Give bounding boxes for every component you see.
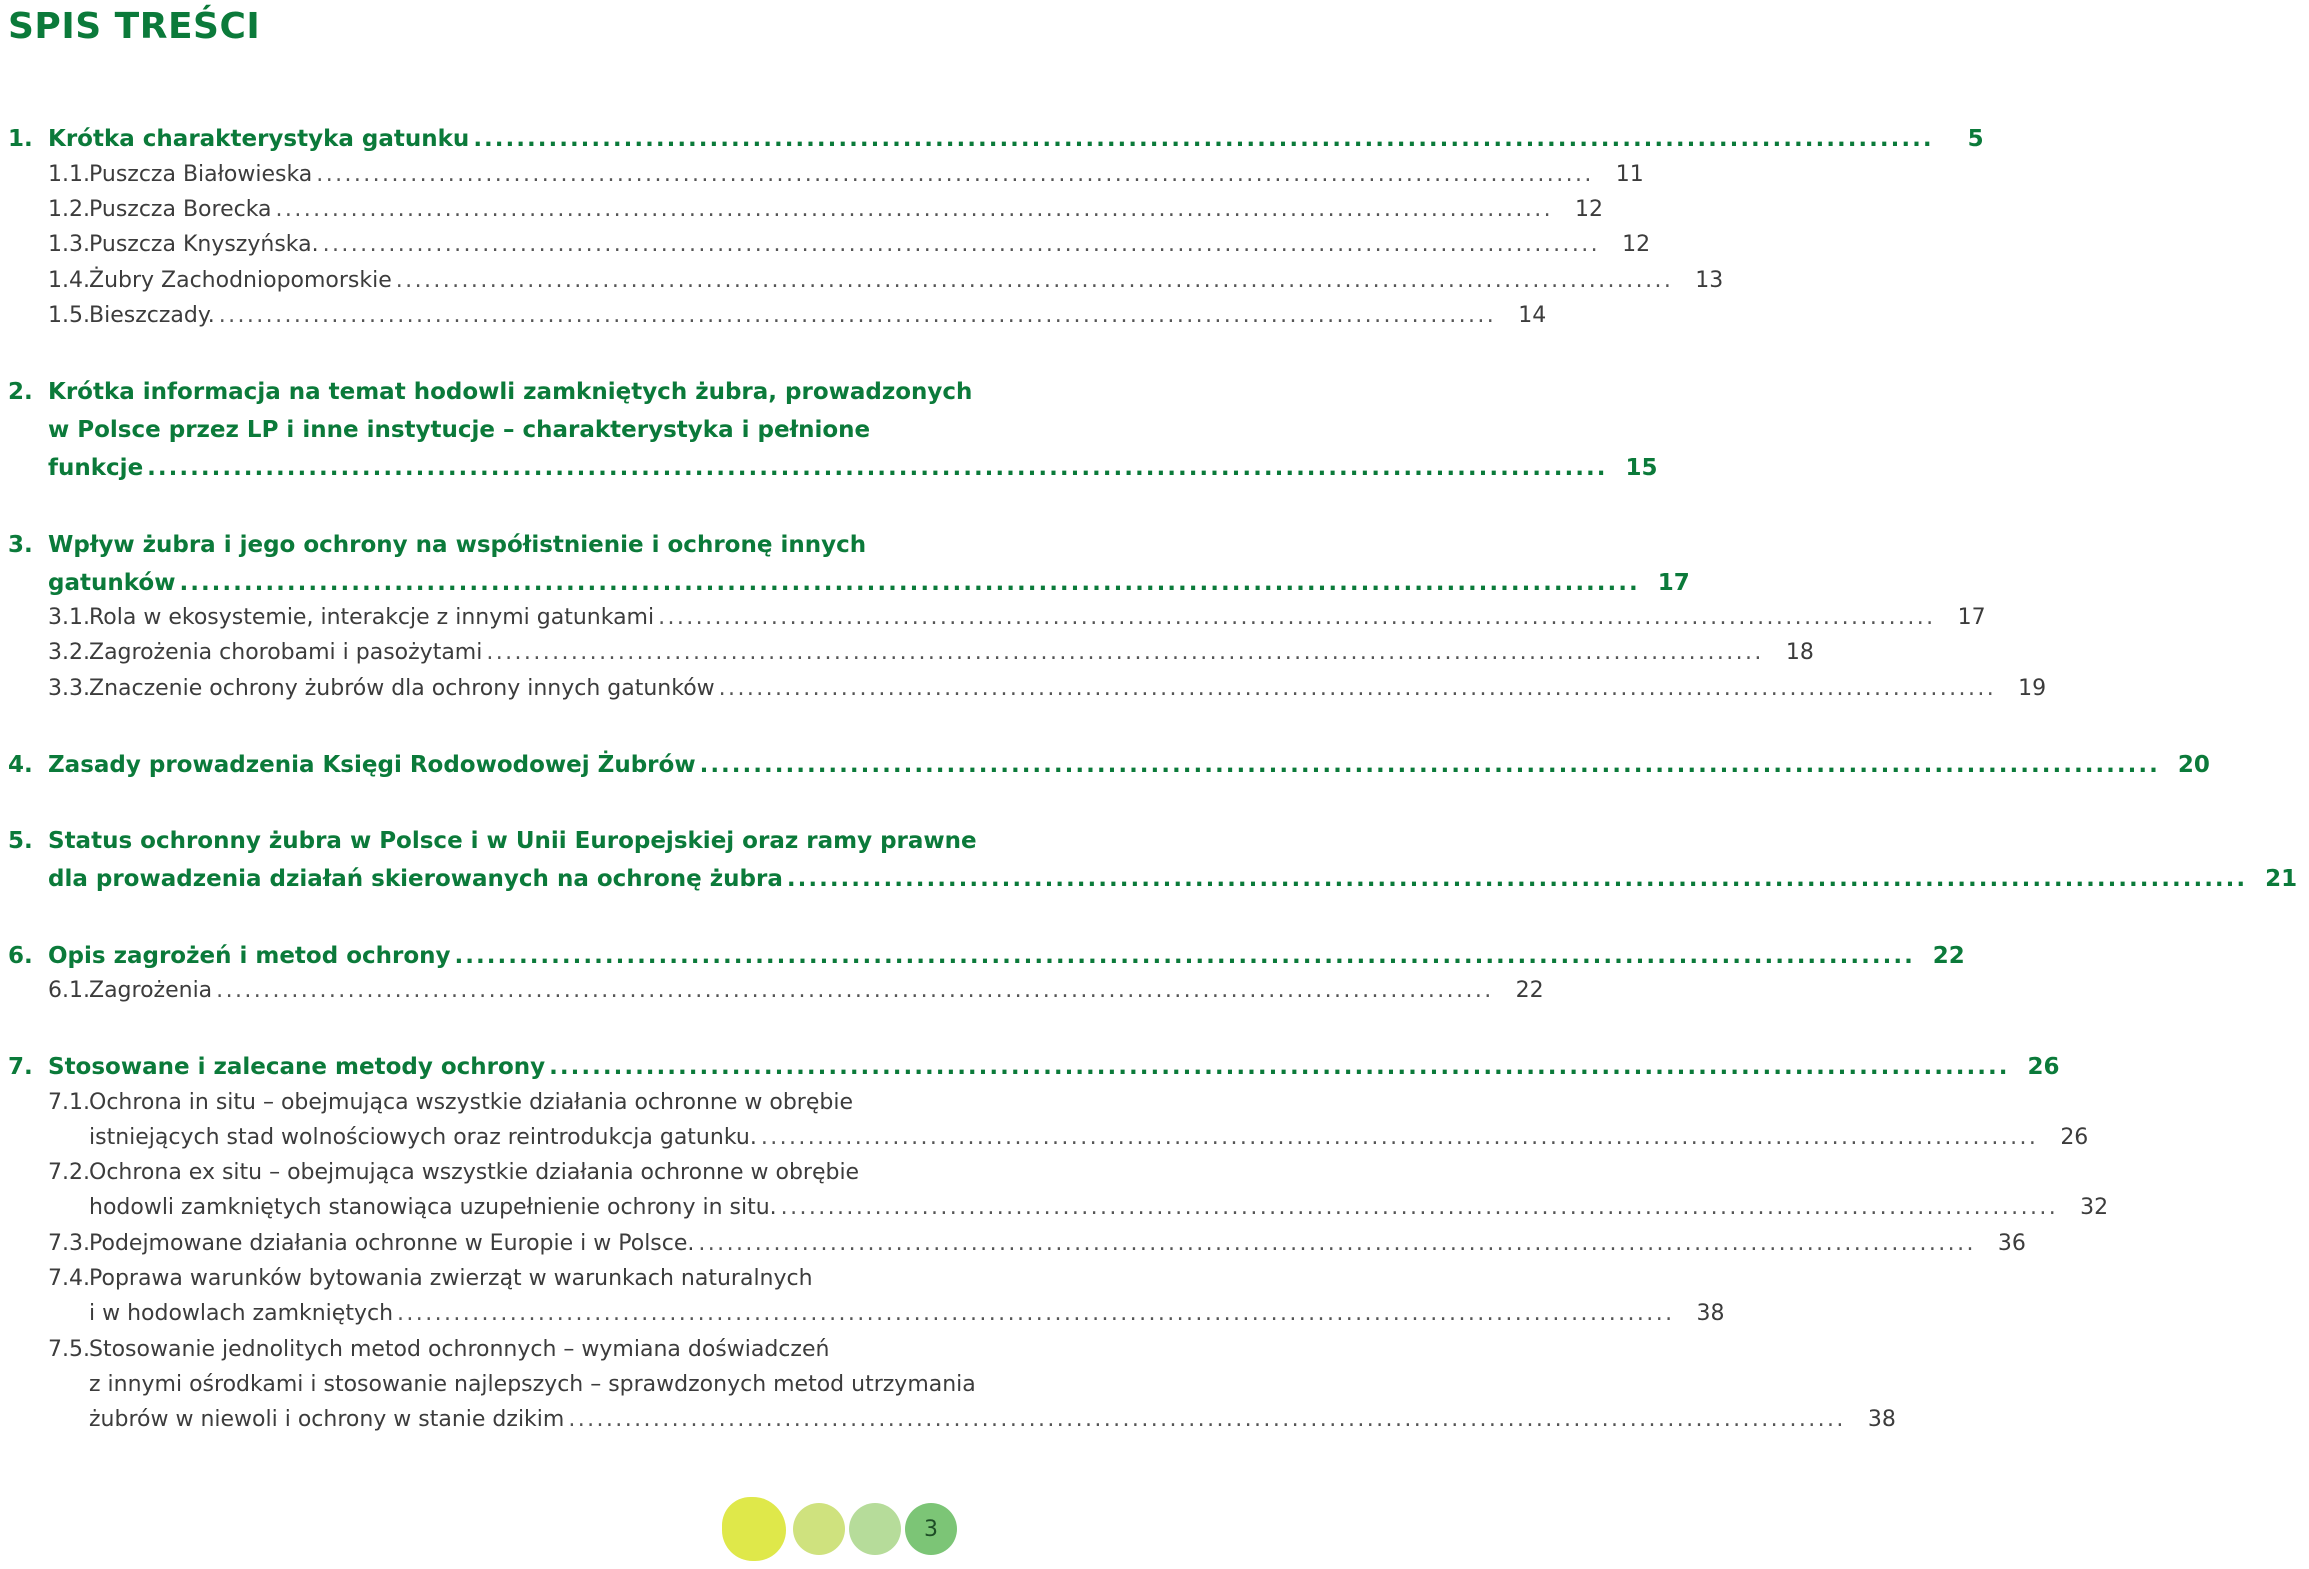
toc-entry-line[interactable] [89, 1090, 960, 1115]
toc-entry-line[interactable] [89, 268, 1724, 293]
toc-entry-number: 1.2. [48, 197, 90, 222]
toc-entry-title: Stosowanie jednolitych metod ochronnych – wymiana doświadczeń [89, 1337, 830, 1362]
toc-entry-number: 1.5. [48, 303, 90, 328]
toc-page-number: 36 [1997, 1231, 2026, 1256]
toc-entry-title: funkcje [48, 455, 144, 481]
toc-entry-title: Puszcza Knyszyńska. [89, 232, 319, 257]
toc-entry-line[interactable] [89, 1160, 960, 1185]
toc-entry-line[interactable] [48, 1054, 2060, 1080]
page-number: 3 [924, 1516, 938, 1542]
decor-circle-3 [849, 1503, 901, 1555]
page-number-circle [905, 1503, 957, 1555]
toc-page-number: 14 [1518, 303, 1547, 328]
toc-page-number: 15 [1625, 455, 1658, 481]
dot-leader: ........................................................................................................................................ [780, 1195, 2059, 1220]
toc-entry-number: 1.3. [48, 232, 90, 257]
toc-entry-title: Stosowane i zalecane metody ochrony [48, 1054, 546, 1080]
toc-entry-line[interactable] [89, 1372, 976, 1397]
dot-leader: ........................................................................................................................................ [718, 676, 1997, 701]
dot-leader: ........................................................................................................................................ [549, 1054, 2010, 1080]
dot-leader: ........................................................................................................................................ [322, 232, 1601, 257]
toc-entry-number: 7. [8, 1054, 33, 1080]
toc-entry-number: 7.4. [48, 1266, 90, 1291]
toc-entry-line[interactable] [89, 232, 1651, 257]
dot-leader: ........................................................................................................................................ [473, 126, 1934, 152]
toc-entry-line[interactable] [48, 455, 1658, 481]
toc-entry-line[interactable] [89, 162, 1644, 187]
decor-circle-2 [793, 1503, 845, 1555]
dot-leader: ........................................................................................................................................ [760, 1125, 2039, 1150]
toc-entry-line[interactable] [89, 1337, 960, 1362]
dot-leader: ........................................................................................................................................ [216, 978, 1494, 1003]
toc-page-number: 22 [1932, 943, 1965, 969]
dot-leader: ........................................................................................................................................ [179, 570, 1640, 596]
dot-leader: ........................................................................................................................................ [397, 1301, 1675, 1326]
toc-page-number: 32 [2080, 1195, 2109, 1220]
toc-entry-line[interactable] [89, 640, 1814, 665]
toc-entry-number: 3.1. [48, 605, 90, 630]
toc-entry-title: Zasady prowadzenia Księgi Rodowodowej Żubrów [48, 752, 696, 778]
toc-entry-line[interactable] [48, 417, 960, 443]
toc-entry-line[interactable] [48, 379, 973, 405]
toc-entry-line[interactable] [89, 1125, 2089, 1150]
toc-entry-title: Ochrona ex situ – obejmująca wszystkie działania ochronne w obrębie [89, 1160, 860, 1185]
toc-entry-line[interactable] [48, 943, 1965, 969]
dot-leader: ........................................................................................................................................ [568, 1407, 1846, 1432]
toc-page-number: 5 [1967, 126, 1984, 152]
toc-entry-line[interactable] [48, 126, 1984, 152]
dot-leader: ........................................................................................................................................ [147, 455, 1608, 481]
toc-page-number: 17 [1657, 570, 1690, 596]
toc-page-number: 12 [1622, 232, 1651, 257]
toc-entry-title: gatunków [48, 570, 176, 596]
toc-page-number: 26 [2060, 1125, 2089, 1150]
toc-entry-number: 2. [8, 379, 33, 405]
toc-page-number: 19 [2018, 676, 2047, 701]
toc-page-number: 21 [2265, 866, 2298, 892]
toc-entry-line[interactable] [89, 1301, 1725, 1326]
toc-entry-line[interactable] [48, 866, 2298, 892]
toc-entry-title: Żubry Zachodniopomorskie [89, 268, 392, 293]
toc-entry-title: z innymi ośrodkami i stosowanie najlepszych – sprawdzonych metod utrzymania [89, 1372, 976, 1397]
toc-entry-title: Krótka charakterystyka gatunku [48, 126, 470, 152]
toc-entry-title: Status ochronny żubra w Polsce i w Unii Europejskiej oraz ramy prawne [48, 828, 977, 854]
toc-entry-title: Znaczenie ochrony żubrów dla ochrony innych gatunków [89, 676, 715, 701]
toc-page-number: 13 [1695, 268, 1724, 293]
toc-page-number: 20 [2177, 752, 2210, 778]
dot-leader: ........................................................................................................................................ [658, 605, 1936, 630]
toc-page-number: 38 [1867, 1407, 1896, 1432]
toc-entry-line[interactable] [48, 828, 977, 854]
toc-entry-number: 7.1. [48, 1090, 90, 1115]
toc-entry-title: w Polsce przez LP i inne instytucje – charakterystyka i pełnione [48, 417, 871, 443]
toc-entry-number: 1. [8, 126, 33, 152]
dot-leader: ........................................................................................................................................ [486, 640, 1764, 665]
dot-leader: ........................................................................................................................................ [395, 268, 1674, 293]
toc-entry-number: 3. [8, 532, 33, 558]
toc-entry-number: 1.1. [48, 162, 90, 187]
toc-entry-title: Zagrożenia [89, 978, 213, 1003]
toc-page-number: 18 [1785, 640, 1814, 665]
dot-leader: ........................................................................................................................................ [275, 197, 1554, 222]
toc-entry-line[interactable] [89, 605, 1986, 630]
toc-entry-line[interactable] [89, 303, 1547, 328]
toc-entry-number: 5. [8, 828, 33, 854]
toc-entry-title: hodowli zamkniętych stanowiąca uzupełnienie ochrony in situ. [89, 1195, 777, 1220]
toc-entry-title: istniejących stad wolnościowych oraz reintrodukcja gatunku. [89, 1125, 757, 1150]
toc-entry-title: dla prowadzenia działań skierowanych na ochronę żubra [48, 866, 783, 892]
dot-leader: ........................................................................................................................................ [698, 1231, 1976, 1256]
toc-entry-title: Podejmowane działania ochronne w Europie i w Polsce. [89, 1231, 695, 1256]
dot-leader: ........................................................................................................................................ [454, 943, 1915, 969]
toc-entry-line[interactable] [89, 1407, 1896, 1432]
toc-page-number: 26 [2027, 1054, 2060, 1080]
toc-entry-title: Wpływ żubra i jego ochrony na współistnienie i ochronę innych [48, 532, 867, 558]
toc-entry-number: 3.2. [48, 640, 90, 665]
toc-page-number: 17 [1957, 605, 1986, 630]
toc-page-number: 12 [1575, 197, 1604, 222]
toc-entry-line[interactable] [89, 197, 1604, 222]
toc-entry-title: Puszcza Białowieska [89, 162, 313, 187]
toc-entry-title: Poprawa warunków bytowania zwierząt w warunkach naturalnych [89, 1266, 813, 1291]
toc-entry-title: Ochrona in situ – obejmująca wszystkie działania ochronne w obrębie [89, 1090, 853, 1115]
toc-entry-line[interactable] [48, 752, 2210, 778]
toc-entry-line[interactable] [89, 978, 1544, 1003]
toc-entry-line[interactable] [89, 676, 2047, 701]
toc-entry-title: Opis zagrożeń i metod ochrony [48, 943, 451, 969]
toc-page-number: 11 [1615, 162, 1644, 187]
toc-entry-line[interactable] [89, 1266, 960, 1291]
toc-entry-line[interactable] [89, 1231, 2026, 1256]
toc-entry-title: i w hodowlach zamkniętych [89, 1301, 394, 1326]
toc-entry-number: 7.2. [48, 1160, 90, 1185]
toc-page-number: 22 [1515, 978, 1544, 1003]
toc-entry-number: 7.5. [48, 1337, 90, 1362]
toc-entry-line[interactable] [89, 1195, 2109, 1220]
toc-entry-title: Krótka informacja na temat hodowli zamkniętych żubra, prowadzonych [48, 379, 973, 405]
toc-entry-number: 6. [8, 943, 33, 969]
decor-circle-1 [722, 1497, 786, 1561]
toc-entry-title: Bieszczady. [89, 303, 215, 328]
toc-entry-number: 7.3. [48, 1231, 90, 1256]
toc-entry-line[interactable] [48, 570, 1690, 596]
page-title: SPIS TREŚCI [8, 6, 261, 47]
toc-entry-title: żubrów w niewoli i ochrony w stanie dzikim [89, 1407, 565, 1432]
toc-entry-number: 4. [8, 752, 33, 778]
toc-entry-title: Zagrożenia chorobami i pasożytami [89, 640, 483, 665]
toc-entry-line[interactable] [48, 532, 960, 558]
toc-entry-number: 6.1. [48, 978, 90, 1003]
dot-leader: ........................................................................................................................................ [316, 162, 1594, 187]
dot-leader: ........................................................................................................................................ [786, 866, 2248, 892]
toc-entry-title: Puszcza Borecka [89, 197, 272, 222]
toc-entry-number: 3.3. [48, 676, 90, 701]
toc-page-number: 38 [1696, 1301, 1725, 1326]
dot-leader: ........................................................................................................................................ [699, 752, 2160, 778]
toc-entry-number: 1.4. [48, 268, 90, 293]
dot-leader: ........................................................................................................................................ [218, 303, 1497, 328]
toc-entry-title: Rola w ekosystemie, interakcje z innymi gatunkami [89, 605, 655, 630]
